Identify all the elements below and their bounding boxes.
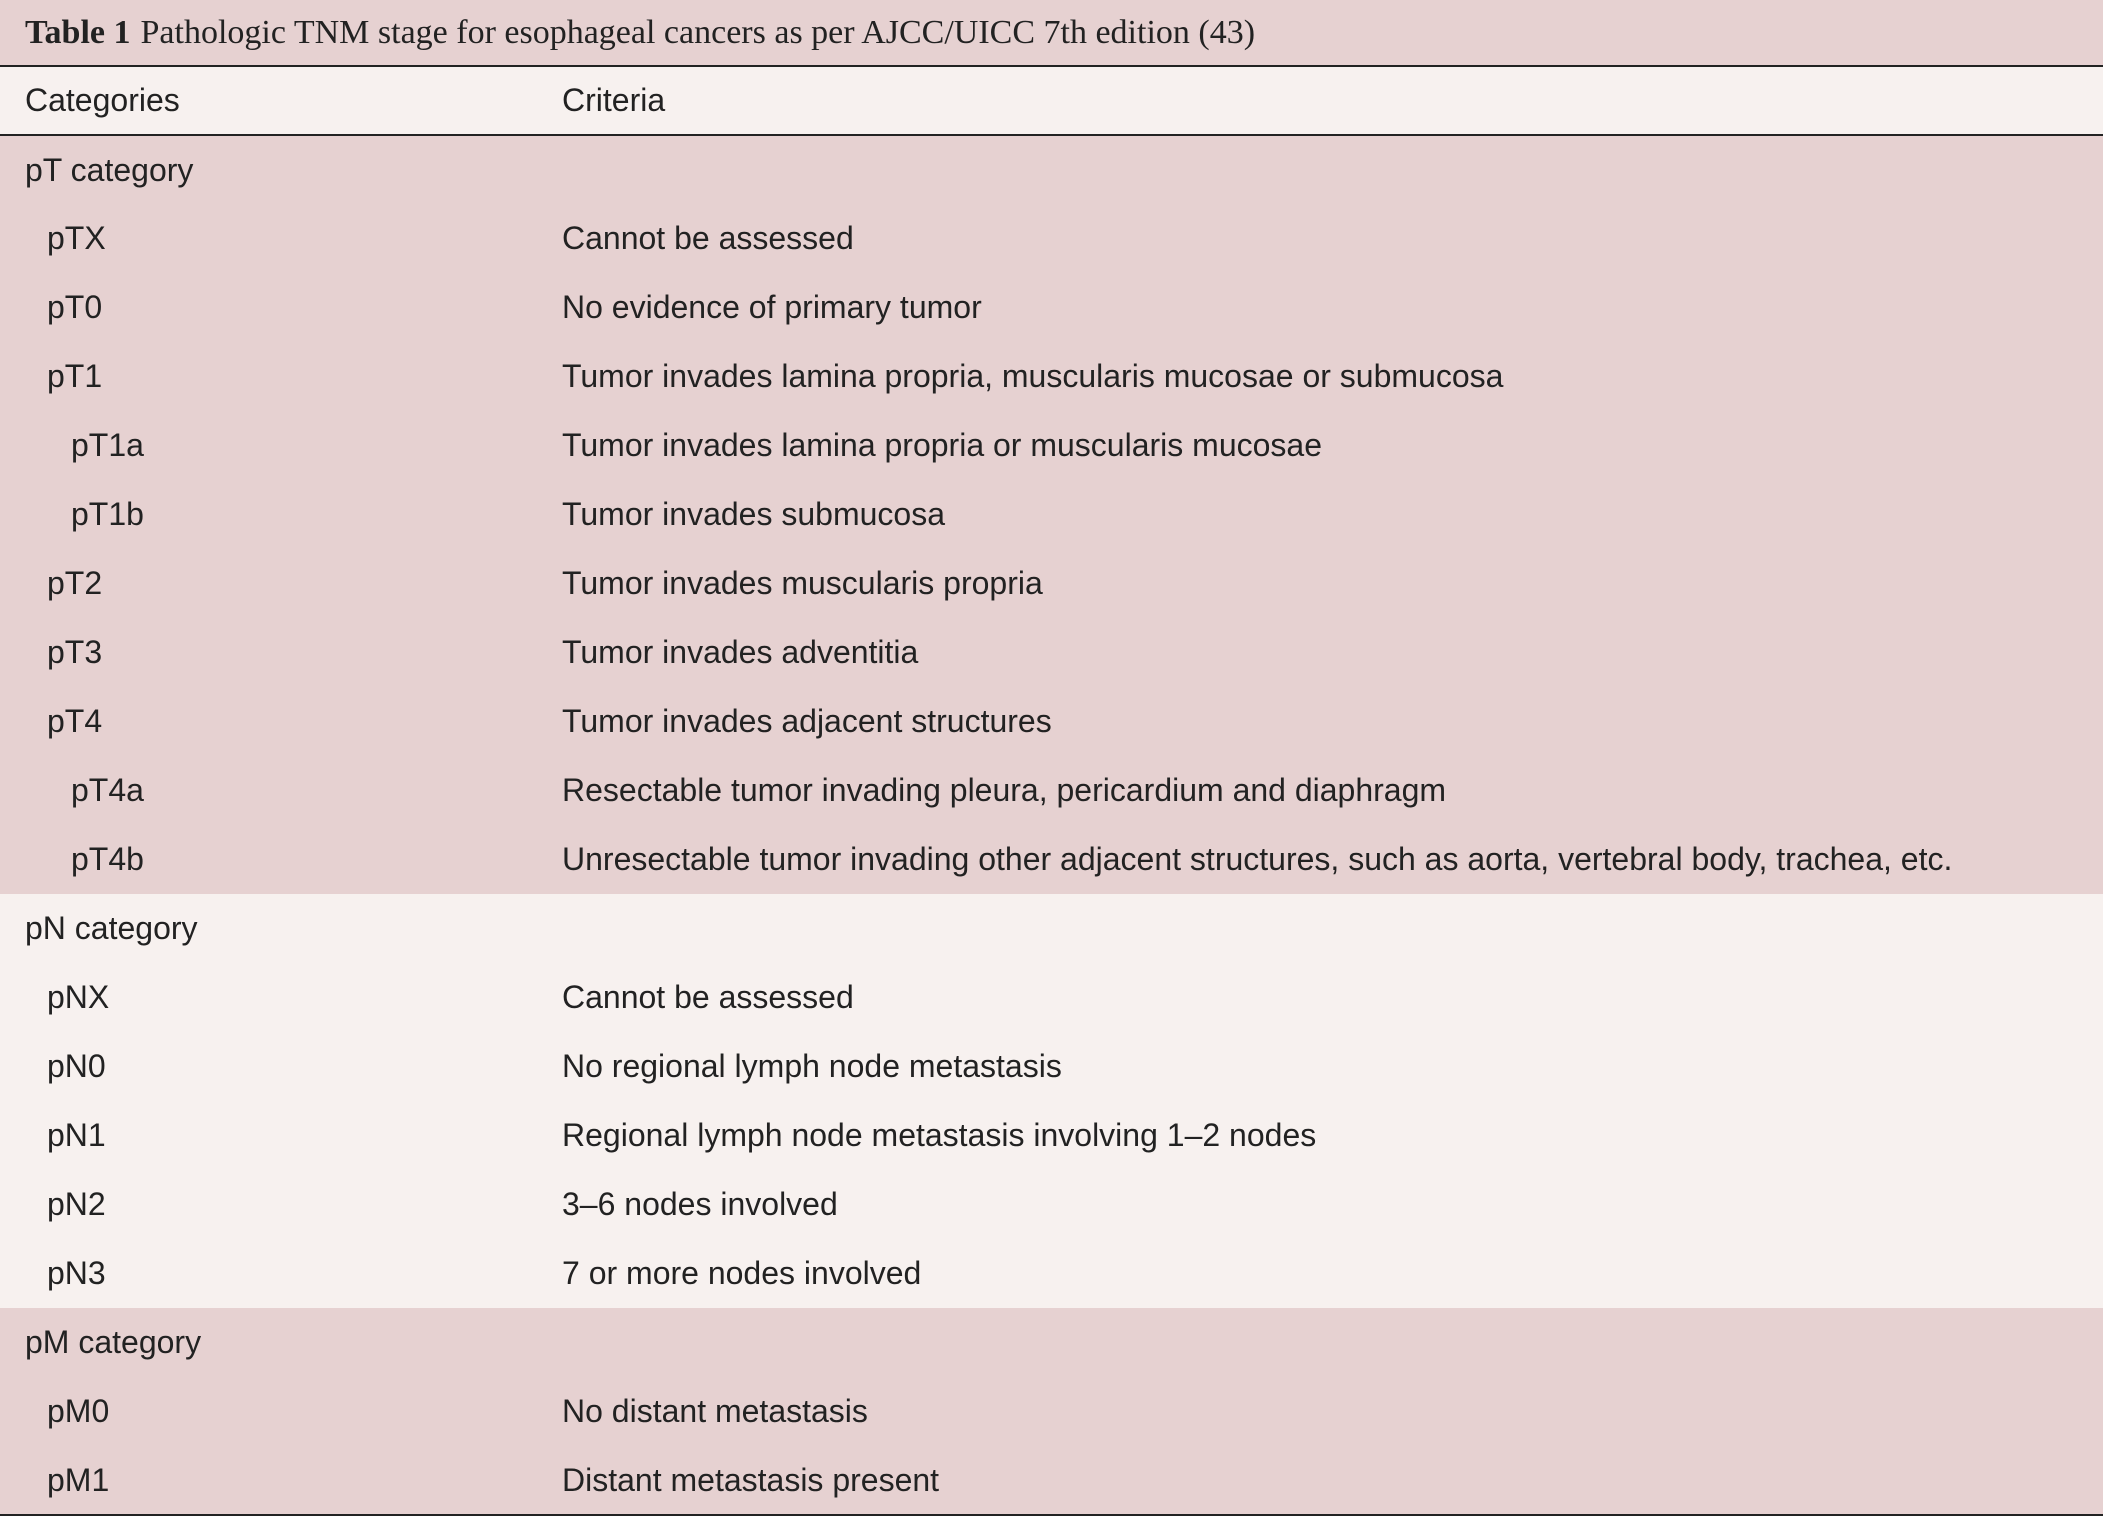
tnm-stage-table [0,67,2103,1516]
stage-criteria: Tumor invades lamina propria, muscularis mucosae or submucosa [562,358,1504,394]
category-heading: pT category [25,151,194,188]
table-row [0,480,2103,549]
table-caption-text: Pathologic TNM stage for esophageal cancers as per AJCC/UICC 7th edition (43) [140,13,1256,51]
header-row [0,67,2103,135]
stage-criteria: No evidence of primary tumor [562,289,982,325]
table-row [0,1032,2103,1101]
stage-code: pT0 [47,289,103,325]
table-row [0,1446,2103,1515]
table-row [0,1170,2103,1239]
category-heading-empty-cell [562,1308,2103,1377]
stage-code: pN0 [47,1048,106,1084]
table-row [0,1101,2103,1170]
stage-code: pT4b [71,841,144,877]
table-row [0,687,2103,756]
category-heading-empty-cell [562,135,2103,204]
stage-criteria: No regional lymph node metastasis [562,1048,1062,1084]
category-group [0,135,2103,894]
stage-code: pNX [47,979,110,1015]
table-row [0,756,2103,825]
category-group [0,894,2103,1308]
table-row [0,1239,2103,1308]
column-header-criteria: Criteria [562,67,2103,135]
stage-criteria: Tumor invades adjacent structures [562,703,1052,739]
table-caption [0,0,2103,67]
category-heading: pN category [25,910,198,946]
stage-criteria: Regional lymph node metastasis involving 1–2 nodes [562,1117,1317,1153]
stage-criteria: Distant metastasis present [562,1446,2103,1515]
category-heading-row [0,894,2103,963]
stage-criteria: 3–6 nodes involved [562,1186,838,1222]
stage-code: pT1b [71,496,144,532]
table-row [0,618,2103,687]
stage-criteria: Tumor invades adventitia [562,634,919,670]
table-row [0,963,2103,1032]
table-row [0,1377,2103,1446]
stage-code: pTX [47,220,106,256]
stage-criteria: Unresectable tumor invading other adjacent structures, such as aorta, vertebral body, trachea, etc. [562,841,1953,877]
stage-code: pN1 [47,1117,106,1153]
column-header-categories: Categories [0,67,562,135]
stage-criteria: Cannot be assessed [562,220,854,256]
table-row [0,411,2103,480]
table-caption-label: Table 1 [25,13,131,51]
table-row [0,273,2103,342]
category-heading: pM category [25,1324,202,1360]
category-heading-row [0,1308,2103,1377]
stage-criteria: Cannot be assessed [562,979,854,1015]
stage-code: pT1 [47,358,103,394]
stage-code: pN3 [47,1255,106,1291]
stage-criteria: No distant metastasis [562,1393,868,1429]
table-row [0,549,2103,618]
table-header [0,67,2103,135]
stage-code: pT4 [47,703,103,739]
stage-code: pM1 [0,1446,562,1515]
category-group [0,1308,2103,1515]
stage-criteria: Tumor invades lamina propria or muscularis mucosae [562,427,1322,463]
category-heading-empty-cell [562,894,2103,963]
stage-code: pT1a [71,427,144,463]
stage-code: pM0 [47,1393,110,1429]
stage-code: pN2 [47,1186,106,1222]
stage-criteria: Resectable tumor invading pleura, pericardium and diaphragm [562,772,1447,808]
stage-code: pT2 [47,565,103,601]
table-row [0,825,2103,894]
table-row [0,342,2103,411]
stage-code: pT3 [47,634,103,670]
stage-criteria: 7 or more nodes involved [562,1255,922,1291]
stage-criteria: Tumor invades muscularis propria [562,565,1043,601]
stage-code: pT4a [71,772,144,808]
category-heading-row [0,135,2103,204]
stage-criteria: Tumor invades submucosa [562,496,945,532]
table-row [0,204,2103,273]
